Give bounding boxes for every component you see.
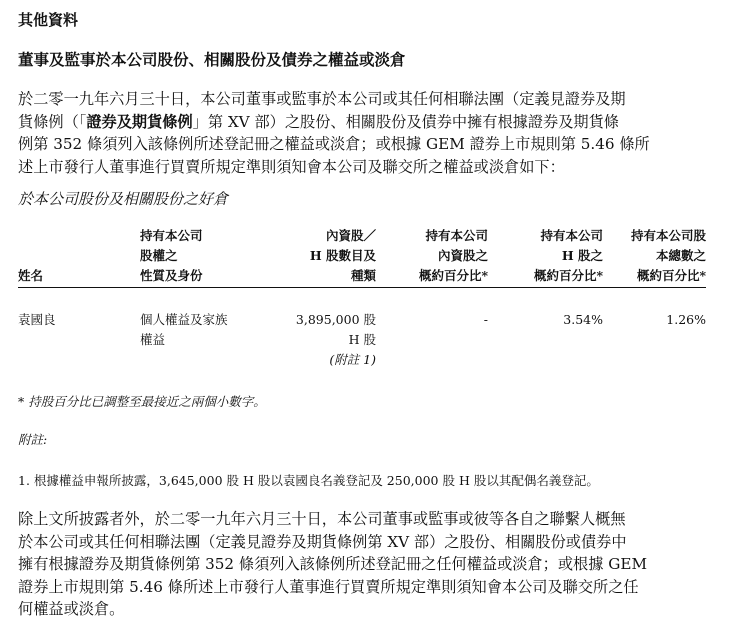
header-pct-domestic-line: 持有本公司: [425, 228, 488, 243]
section-heading: 其他資料: [18, 11, 79, 29]
header-pct-h-line: H 股之: [561, 248, 603, 263]
header-shares: [310, 226, 376, 286]
footnote: * 持股百分比已調整至最接近之兩個小數字。: [18, 394, 266, 409]
header-capacity: [140, 226, 203, 286]
closing-line: 於本公司或其任何相聯法團（定義見證券及期貨條例第 XV 部）之股份、相關股份或債券中: [18, 532, 627, 551]
header-pct-total-line: 持有本公司股: [630, 228, 706, 243]
note-item: 1. 根據權益申報所披露，3,645,000 股 H 股以袁國良名義登記及 250,000 股 H 股以其配偶名義登記。: [18, 473, 599, 488]
header-pct-domestic-line: 概約百分比*: [418, 268, 488, 283]
intro-paragraph: [18, 88, 650, 178]
cell-pct-total: 1.26%: [666, 312, 706, 327]
header-shares-line: H 股數目及: [309, 248, 376, 263]
header-capacity-line: 持有本公司: [140, 228, 203, 243]
intro-bold-term: 證券及期貨條例: [86, 112, 193, 131]
cell-shares-line: 3,895,000 股: [295, 312, 376, 327]
intro-text: 」第 XV 部）之股份、相關股份及債券中擁有根據證券及期貨條: [192, 112, 619, 131]
header-name: 姓名: [18, 268, 44, 283]
header-shares-line: 內資股／: [325, 228, 376, 243]
header-pct-domestic: [419, 226, 488, 286]
cell-shares-note: (附註 1): [329, 352, 376, 367]
header-shares-line: 種類: [350, 268, 376, 283]
header-pct-h-line: 概約百分比*: [533, 268, 603, 283]
header-pct-h-line: 持有本公司: [540, 228, 603, 243]
intro-line: 述上市發行人董事進行買賣所規定準則須知會本公司及聯交所之權益或淡倉如下：: [18, 157, 565, 176]
cell-name: 袁國良: [18, 312, 56, 327]
table-title: 於本公司股份及相關股份之好倉: [18, 190, 229, 208]
cell-capacity: [140, 310, 228, 350]
header-pct-total: [631, 226, 706, 286]
closing-line: 擁有根據證券及期貨條例第 352 條須列入該條例所述登記冊之任何權益或淡倉；或根據 GEM: [18, 555, 647, 573]
header-pct-total-line: 概約百分比*: [636, 268, 706, 283]
closing-paragraph: [18, 508, 647, 621]
intro-text: 貨條例（「: [18, 112, 87, 131]
cell-shares: [296, 310, 376, 370]
header-pct-h: [534, 226, 603, 286]
intro-line: [18, 111, 650, 134]
subheading: 董事及監事於本公司股份、相關股份及債券之權益或淡倉: [18, 50, 406, 69]
cell-pct-h: 3.54%: [563, 312, 603, 327]
header-capacity-line: 性質及身份: [140, 268, 203, 283]
cell-shares-line: H 股: [348, 332, 376, 347]
closing-line: 何權益或淡倉。: [18, 600, 125, 618]
cell-capacity-line: 權益: [140, 332, 166, 347]
intro-line: 於二零一九年六月三十日，本公司董事或監事於本公司或其任何相聯法團（定義見證券及期: [18, 90, 626, 108]
closing-line: 證券上市規則第 5.46 條所述上市發行人董事進行買賣所規定準則須知會本公司及聯交所之任: [18, 577, 639, 596]
header-pct-total-line: 本總數之: [655, 248, 706, 263]
intro-line: 例第 352 條須列入該條例所述登記冊之權益或淡倉；或根據 GEM 證券上市規則第 5.46 條所: [18, 135, 650, 153]
closing-line: 除上文所披露者外，於二零一九年六月三十日，本公司董事或監事或彼等各自之聯繫人概無: [18, 510, 626, 528]
cell-pct-domestic: -: [483, 312, 488, 327]
header-divider: [18, 287, 706, 288]
notes-title: 附註:: [18, 432, 48, 447]
cell-capacity-line: 個人權益及家族: [140, 312, 228, 327]
header-capacity-line: 股權之: [140, 248, 178, 263]
header-pct-domestic-line: 內資股之: [437, 248, 488, 263]
